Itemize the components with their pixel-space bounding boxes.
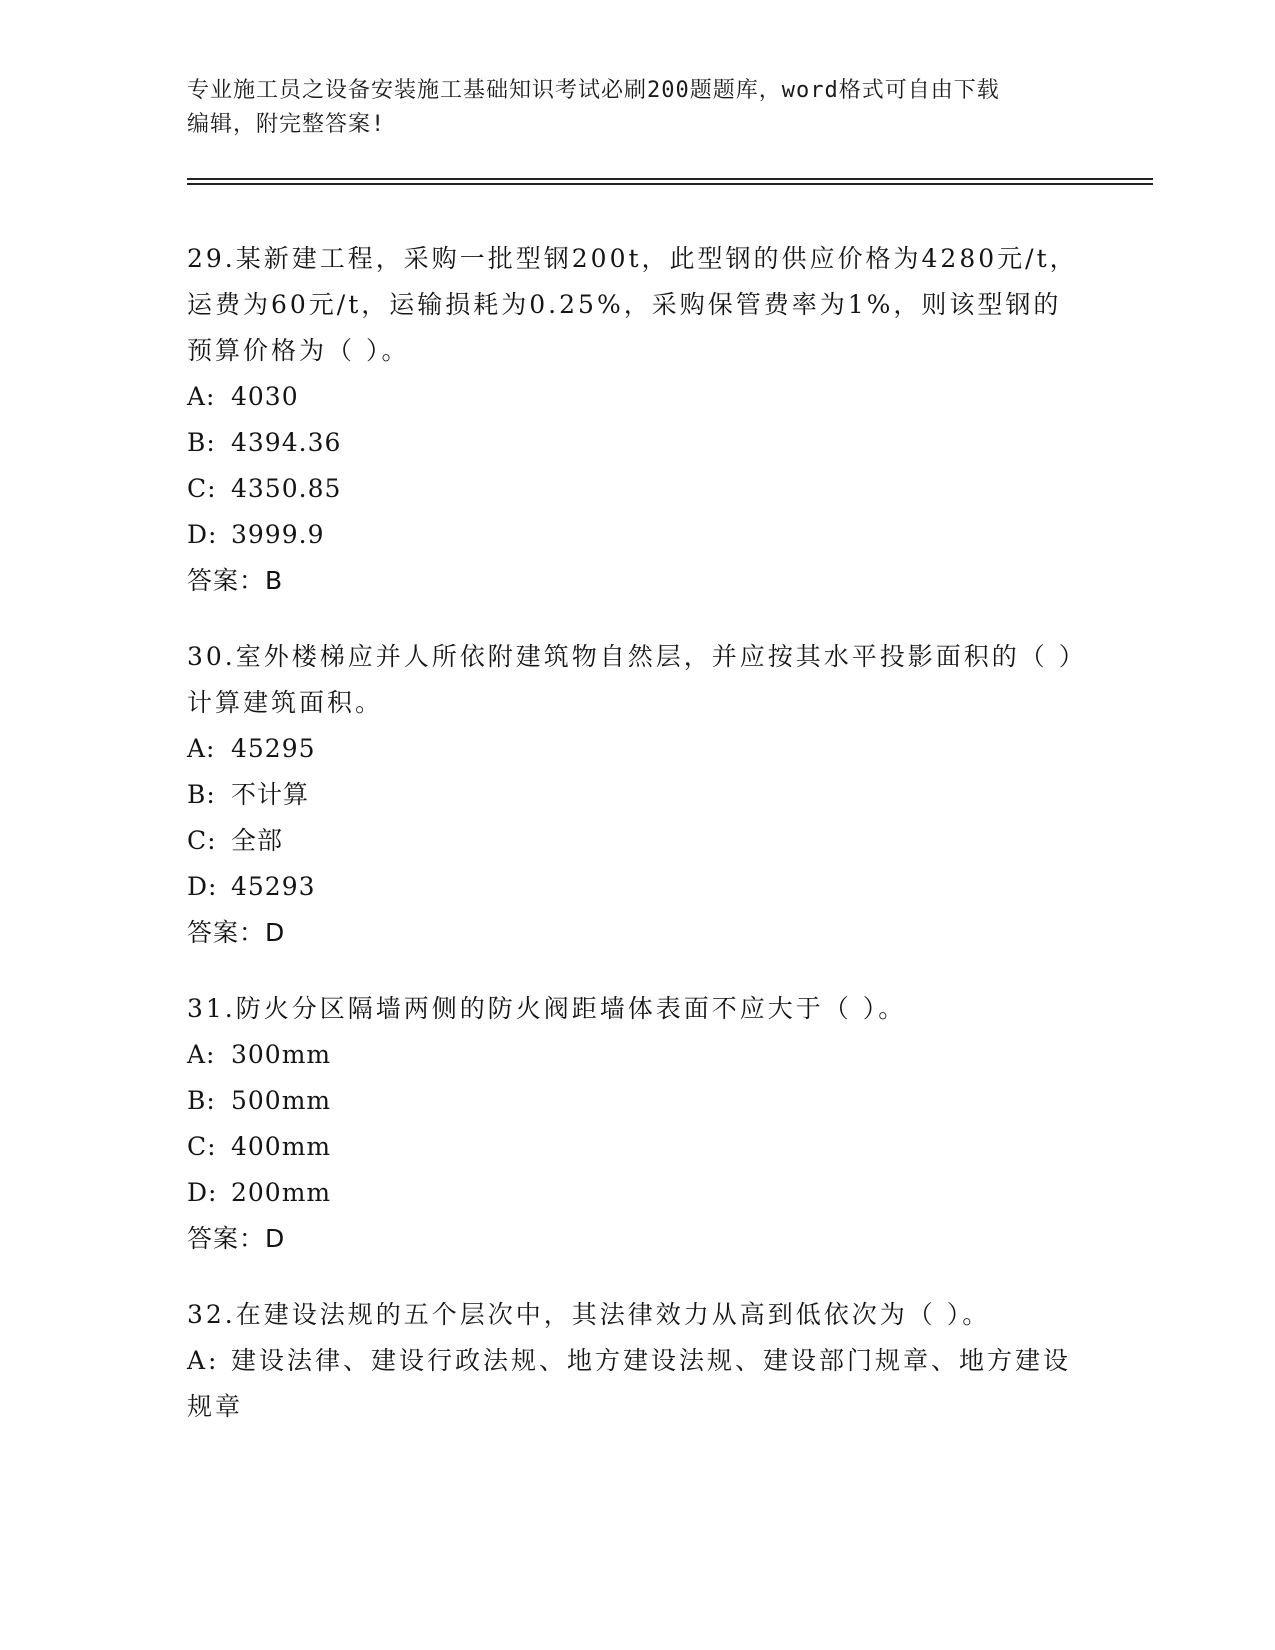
- option-letter: C:: [187, 826, 217, 855]
- option-text: 4030: [231, 382, 299, 411]
- option-text: 500mm: [231, 1086, 332, 1115]
- question-32: [187, 1292, 1087, 1430]
- option-c: [187, 818, 1087, 864]
- document-header: [187, 74, 1087, 142]
- question-text: 30.室外楼梯应并人所依附建筑物自然层，并应按其水平投影面积的（ ）计算建筑面积。: [187, 642, 1087, 717]
- option-text: 300mm: [231, 1040, 332, 1069]
- option-letter: A:: [187, 734, 216, 763]
- option-letter: B:: [187, 428, 216, 457]
- option-c: [187, 1124, 1087, 1170]
- option-letter: B:: [187, 1086, 216, 1115]
- option-letter: C:: [187, 1132, 217, 1161]
- option-letter: B:: [187, 780, 216, 809]
- option-letter: A:: [187, 382, 216, 411]
- option-d: [187, 1170, 1087, 1216]
- question-31: [187, 986, 1087, 1262]
- option-text: 4394.36: [231, 428, 342, 457]
- option-b: [187, 420, 1087, 466]
- option-b: [187, 1078, 1087, 1124]
- option-text: 400mm: [231, 1132, 332, 1161]
- option-a: [187, 1338, 1087, 1430]
- question-text: 32.在建设法规的五个层次中，其法律效力从高到低依次为（ ）。: [187, 1300, 991, 1329]
- option-a: [187, 726, 1087, 772]
- question-30: [187, 634, 1087, 956]
- header-title-line-1: 专业施工员之设备安装施工基础知识考试必刷200题题库，word格式可自由下载: [187, 78, 1000, 103]
- answer-line: 答案：B: [187, 566, 284, 595]
- option-letter: A:: [187, 1346, 220, 1375]
- option-letter: D:: [187, 1178, 218, 1207]
- question-text: 31.防火分区隔墙两侧的防火阀距墙体表面不应大于（ ）。: [187, 994, 907, 1023]
- option-d: [187, 864, 1087, 910]
- question-29: [187, 236, 1087, 604]
- option-text: 不计算: [231, 780, 310, 809]
- option-a: [187, 374, 1087, 420]
- option-text: 全部: [231, 826, 284, 855]
- option-a: [187, 1032, 1087, 1078]
- option-letter: D:: [187, 520, 218, 549]
- option-b: [187, 772, 1087, 818]
- option-text: 建设法律、建设行政法规、地方建设法规、建设部门规章、地方建设规章: [187, 1346, 1072, 1421]
- option-text: 45293: [231, 872, 316, 901]
- header-divider-bottom: [187, 183, 1153, 185]
- option-d: [187, 512, 1087, 558]
- header-title-line-2: 编辑，附完整答案!: [187, 112, 386, 137]
- option-text: 4350.85: [231, 474, 342, 503]
- question-list: [187, 236, 1087, 1460]
- answer-line: 答案：D: [187, 1224, 286, 1253]
- option-letter: D:: [187, 872, 218, 901]
- option-c: [187, 466, 1087, 512]
- answer-line: 答案：D: [187, 918, 286, 947]
- option-text: 45295: [231, 734, 316, 763]
- header-divider-top: [187, 178, 1153, 180]
- option-letter: A:: [187, 1040, 216, 1069]
- option-text: 3999.9: [231, 520, 325, 549]
- option-text: 200mm: [231, 1178, 332, 1207]
- question-text: 29.某新建工程，采购一批型钢200t，此型钢的供应价格为4280元/t，运费为60元/t，运输损耗为0.25%，采购保管费率为1%，则该型钢的预算价格为（ ）。: [187, 244, 1078, 365]
- option-letter: C:: [187, 474, 217, 503]
